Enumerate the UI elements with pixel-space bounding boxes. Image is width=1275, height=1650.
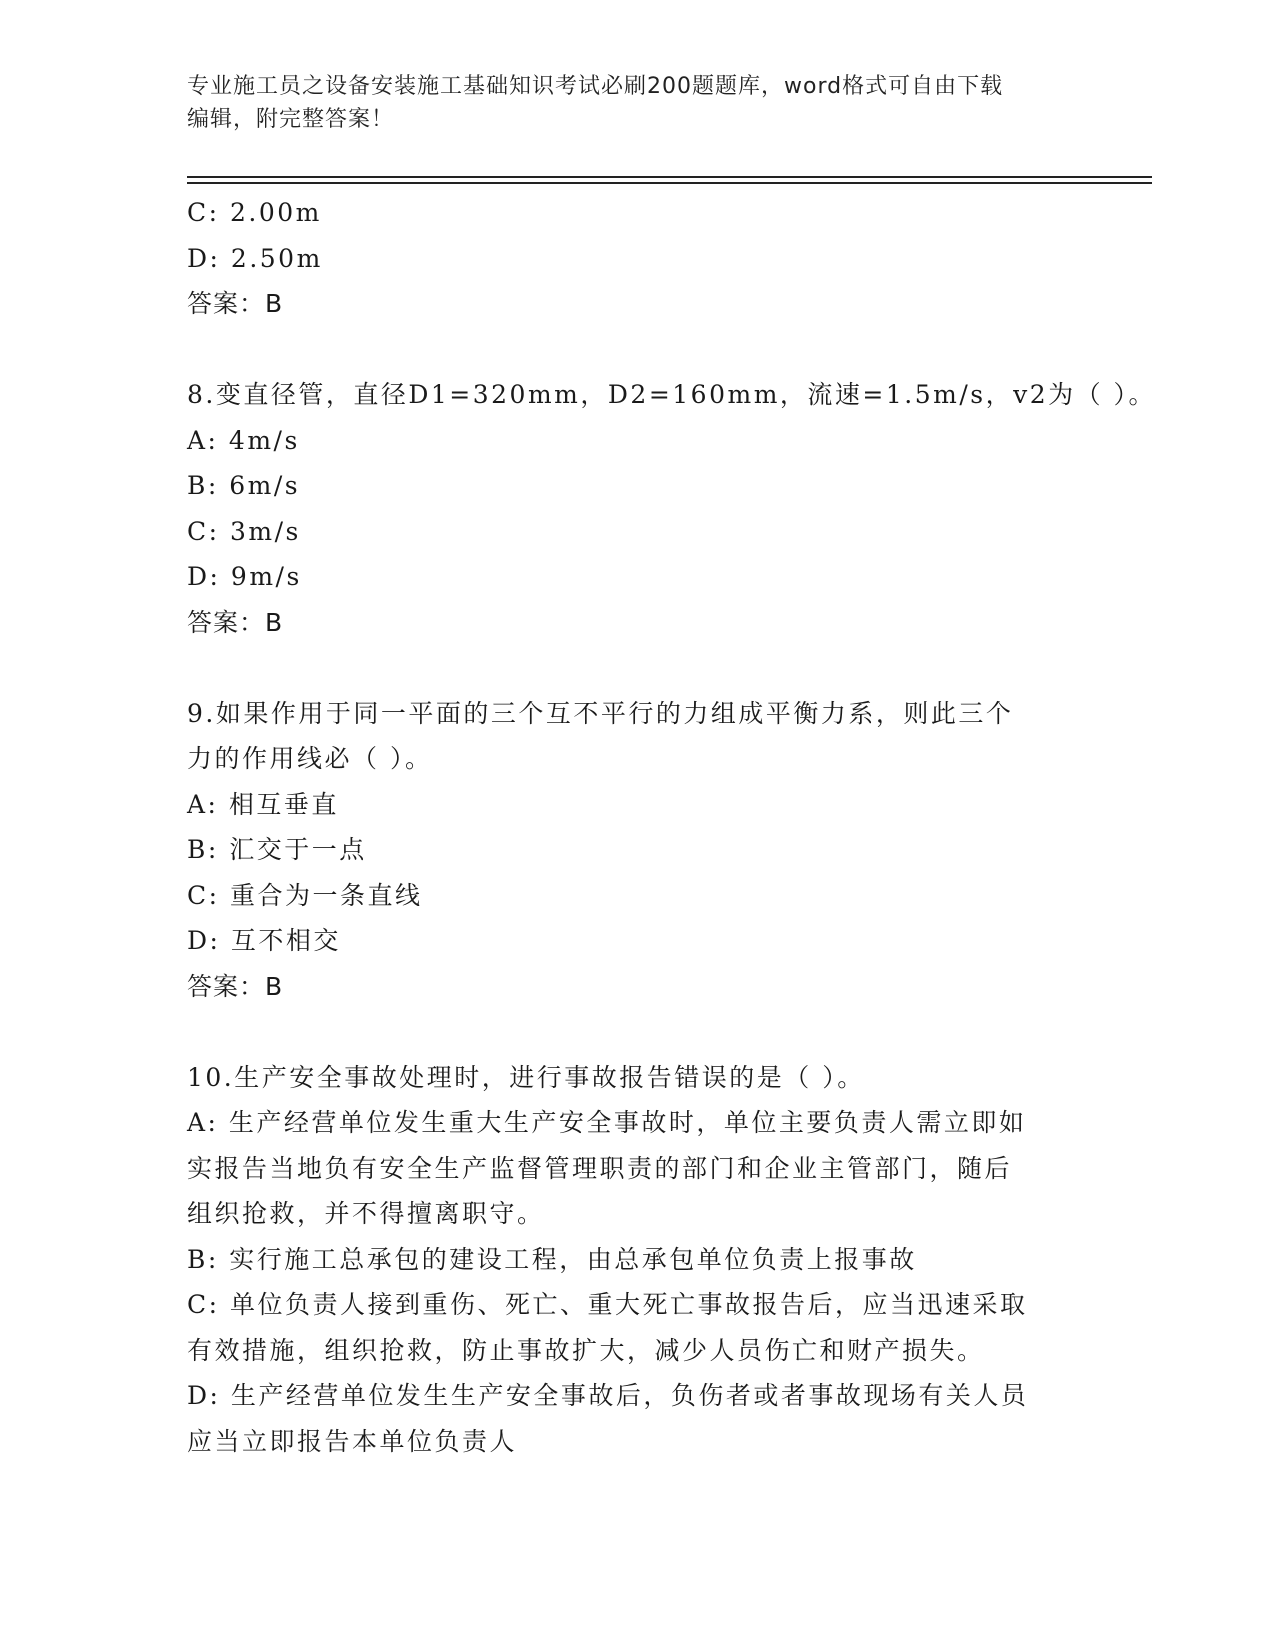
question-stem: 10.生产安全事故处理时，进行事故报告错误的是（ ）。 [187, 1062, 865, 1092]
answer: 答案：B [187, 289, 284, 318]
option-d: D: 互不相交 [187, 926, 341, 955]
option-d: D: 9m/s [187, 562, 302, 591]
option-a-line-2: 实报告当地负有安全生产监督管理职责的部门和企业主管部门，随后 [187, 1153, 1013, 1183]
option-c: C: 2.00m [187, 198, 322, 227]
option-d-line-2: 应当立即报告本单位负责人 [187, 1426, 518, 1456]
document-body [187, 190, 1157, 1464]
spacer [187, 1009, 1087, 1055]
option-c: C: 重合为一条直线 [187, 880, 423, 910]
header-divider-top [187, 176, 1152, 178]
option-c: C: 3m/s [187, 516, 301, 546]
page-header [187, 70, 1087, 136]
option-c-line-1: C: 单位负责人接到重伤、死亡、重大死亡事故报告后，应当迅速采取 [187, 1290, 1028, 1319]
question-stem: 8.变直径管，直径D1=320mm，D2=160mm，流速=1.5m/s，v2为（ ）。 [187, 380, 1157, 409]
option-c-line-2: 有效措施，组织抢救，防止事故扩大，减少人员伤亡和财产损失。 [187, 1335, 985, 1365]
header-divider-bottom [187, 182, 1152, 184]
question-10 [187, 1055, 1087, 1465]
option-a-line-3: 组织抢救，并不得擅离职守。 [187, 1199, 545, 1228]
option-a: A: 4m/s [187, 425, 300, 455]
option-a-line-1: A: 生产经营单位发生重大生产安全事故时，单位主要负责人需立即如 [187, 1108, 1027, 1137]
prev-question-block [187, 190, 1087, 327]
header-line-2: 编辑，附完整答案！ [187, 107, 395, 132]
question-9 [187, 691, 1087, 1010]
spacer [187, 645, 1087, 691]
option-a: A: 相互垂直 [187, 789, 339, 819]
question-stem-cont: 力的作用线必（ ）。 [187, 744, 433, 773]
option-d: D: 2.50m [187, 243, 323, 273]
question-stem: 9.如果作用于同一平面的三个互不平行的力组成平衡力系，则此三个 [187, 698, 1014, 728]
option-b: B: 汇交于一点 [187, 835, 367, 864]
option-b: B: 实行施工总承包的建设工程，由总承包单位负责上报事故 [187, 1244, 917, 1274]
option-b: B: 6m/s [187, 471, 301, 500]
option-d-line-1: D: 生产经营单位发生生产安全事故后，负伤者或者事故现场有关人员 [187, 1381, 1029, 1410]
question-8 [187, 372, 1157, 645]
header-line-1: 专业施工员之设备安装施工基础知识考试必刷200题题库，word格式可自由下载 [187, 74, 1004, 99]
spacer [187, 327, 1087, 373]
answer: 答案：B [187, 971, 284, 1001]
answer: 答案：B [187, 607, 284, 637]
